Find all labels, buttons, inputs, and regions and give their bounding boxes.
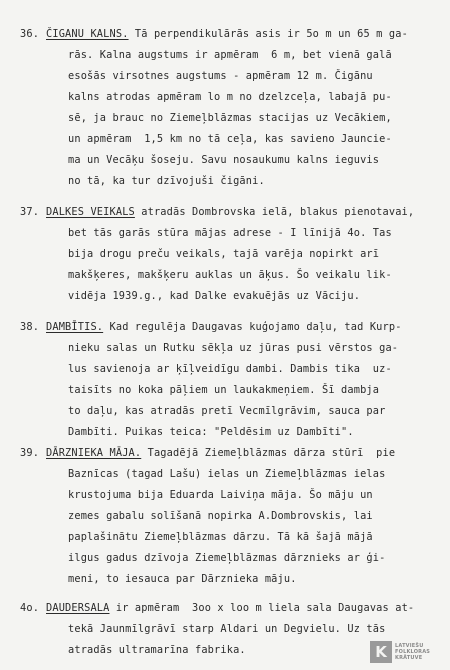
- entry-heading: DAMBĪTIS.: [46, 321, 104, 333]
- entry-line: bet tās garās stūra mājas adrese - I līnijā 4o. Tas: [68, 227, 392, 239]
- entry-text: atradās Dombrovska ielā, blakus pienotavai,: [134, 206, 415, 218]
- entry-number: 36.: [20, 28, 40, 40]
- entry-number: 37.: [20, 206, 40, 218]
- entry-heading: DĀRZNIEKA MĀJA.: [46, 447, 142, 459]
- logo-mark-icon: K: [370, 641, 392, 663]
- entry-line: taisīts no koka pāļiem un laukakmeņiem. Šī dambja: [68, 384, 380, 396]
- entry-line: meni, to iesauca par Dārznieka māju.: [68, 573, 297, 585]
- entry-line: rās. Kalna augstums ir apmēram 6 m, bet vienā galā: [68, 49, 392, 61]
- archive-logo: [370, 638, 446, 666]
- entry-heading: DALKES VEIKALS: [46, 206, 135, 218]
- logo-text: LATVIEŠU FOLKLORAS KRĀTUVE: [395, 643, 431, 661]
- entry-line: Dambīti. Puikas teica: "Peldēsim uz Dambīti".: [68, 426, 354, 438]
- entry-number: 4o.: [20, 602, 40, 614]
- entry-line: zemes gabalu solīšanā nopirka A.Dombrovskis, lai: [68, 510, 373, 522]
- entry-line: kalns atrodas apmēram lo m no dzelzceļa, labajā pu-: [68, 91, 392, 103]
- entry-number: 39.: [20, 447, 40, 459]
- entry-first-line: [46, 320, 402, 334]
- entry-line: atradās ultramarīna fabrika.: [68, 644, 246, 656]
- entry-line: ilgus gadus dzīvoja Ziemeļblāzmas dārznieks ar ģi-: [68, 552, 386, 564]
- entry-line: sē, ja brauc no Ziemeļblāzmas stacijas uz Vecākiem,: [68, 112, 392, 124]
- entry-line: no tā, ka tur dzīvojuši čigāni.: [68, 175, 265, 187]
- entry-first-line: [46, 601, 414, 615]
- entry-number: 38.: [20, 321, 40, 333]
- entry-line: vidēja 1939.g., kad Dalke evakuējās uz Vāciju.: [68, 290, 361, 302]
- entry-text: ir apmēram 3oo x loo m liela sala Daugavas at-: [109, 602, 415, 614]
- entry-text: Tā perpendikulārās asis ir 5o m un 65 m ga-: [128, 28, 408, 40]
- entry-line: esošās virsotnes augstums - apmēram 12 m. Čigānu: [68, 70, 373, 82]
- entry-first-line: [46, 27, 408, 41]
- entry-first-line: [46, 205, 414, 219]
- entry-heading: ČIGANU KALNS.: [46, 28, 129, 40]
- entry-line: un apmēram 1,5 km no tā ceļa, kas savieno Jauncie-: [68, 133, 392, 145]
- entry-first-line: [46, 446, 395, 460]
- entry-line: bija drogu preču veikals, tajā varēja nopirkt arī: [68, 248, 380, 260]
- entry-line: lus savienoja ar ķīļveidīgu dambi. Dambis tika uz-: [68, 363, 392, 375]
- entry-line: tekā Jaunmīlgrāvī starp Aldari un Degvielu. Uz tās: [68, 623, 386, 635]
- entry-line: paplašinātu Ziemeļblāzmas dārzu. Tā kā šajā mājā: [68, 531, 373, 543]
- entry-text: Tagadējā Ziemeļblāzmas dārza stūrī pie: [141, 447, 396, 459]
- entry-line: ma un Vecāķu šoseju. Savu nosaukumu kalns ieguvis: [68, 154, 380, 166]
- entry-line: krustojuma bija Eduarda Laiviņa māja. Šo māju un: [68, 489, 373, 501]
- entry-line: to daļu, kas atradās pretī Vecmīlgrāvim, sauca par: [68, 405, 386, 417]
- entry-line: nieku salas un Rutku sēkļa uz jūras pusi vērstos ga-: [68, 342, 399, 354]
- entry-text: Kad regulēja Daugavas kuģojamo daļu, tad Kurp-: [103, 321, 402, 333]
- entry-line: Baznīcas (tagad Lašu) ielas un Ziemeļblāzmas ielas: [68, 468, 386, 480]
- entry-heading: DAUDERSALA: [46, 602, 110, 614]
- entry-line: makšķeres, makšķeru auklas un āķus. Šo veikalu lik-: [68, 269, 392, 281]
